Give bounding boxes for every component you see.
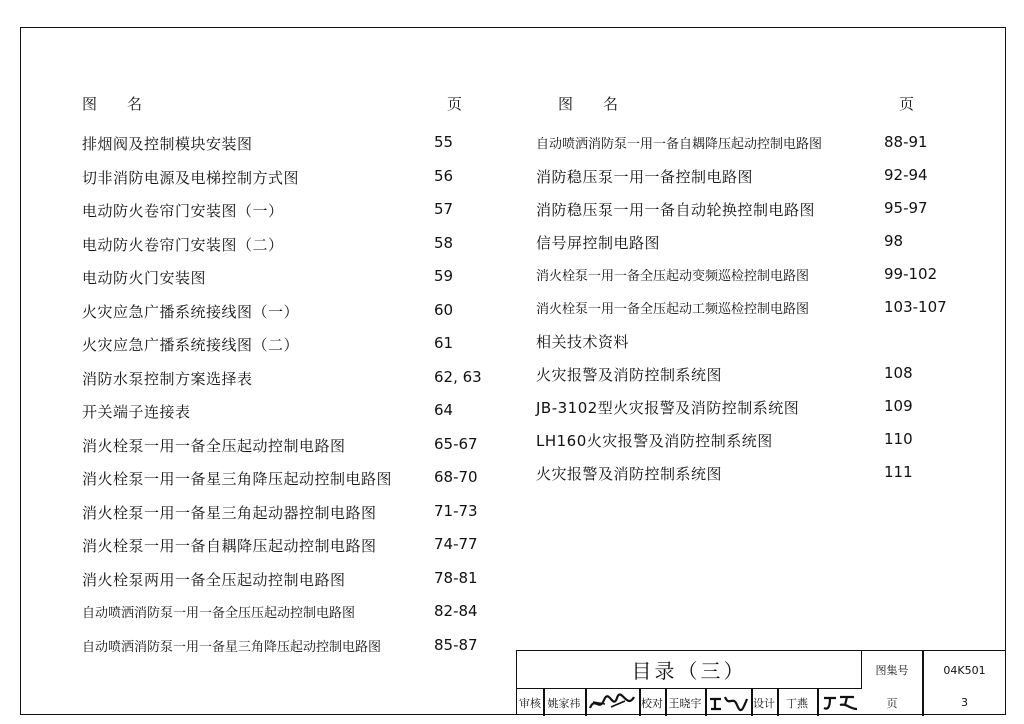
- designer-name: 丁燕: [786, 696, 808, 710]
- toc-entry-title: 切非消防电源及电梯控制方式图: [82, 168, 300, 187]
- toc-entry: [536, 331, 954, 355]
- checker-signature: [705, 689, 751, 716]
- toc-entry: [82, 636, 504, 660]
- toc-entry-page: 60: [434, 300, 454, 319]
- toc-entry-page: 55: [434, 133, 454, 151]
- toc-entry-title: 消火栓泵一用一备星三角起动器控制电路图: [82, 503, 377, 522]
- design-label: 设计: [753, 696, 775, 710]
- toc-entry-page: 92-94: [884, 166, 928, 184]
- toc-entry: [536, 232, 954, 256]
- toc-entry-page: 62, 63: [434, 367, 482, 386]
- signature-mark: [707, 693, 749, 713]
- toc-entry: [536, 265, 954, 289]
- toc-entry-title: 自动喷洒消防泵一用一备自耦降压起动控制电路图: [536, 137, 823, 152]
- toc-header-left: [82, 93, 482, 117]
- toc-entry: [82, 435, 504, 459]
- toc-entry-title: 消火栓泵一用一备全压起动控制电路图: [82, 436, 346, 455]
- toc-entry-title: JB-3102型火灾报警及消防控制系统图: [536, 399, 800, 417]
- signature-mark: [587, 692, 637, 714]
- toc-entry-title: 开关端子连接表: [82, 403, 191, 421]
- header-page-label: 页: [899, 95, 915, 113]
- header-name-label: 图 名: [558, 95, 619, 113]
- checker-name: 王晓宇: [668, 696, 702, 710]
- reviewer-signature: [585, 689, 639, 716]
- toc-entry-page: 58: [434, 233, 454, 252]
- toc-entry-page: 108: [884, 364, 913, 382]
- toc-entry-title: 消防稳压泵一用一备控制电路图: [536, 168, 754, 186]
- toc-entry-title: 火灾报警及消防控制系统图: [536, 465, 723, 483]
- toc-entry-title: 信号屏控制电路图: [536, 234, 661, 252]
- toc-entry-title: 消火栓泵两用一备全压起动控制电路图: [82, 570, 346, 589]
- sheet-title: 目录（三）: [517, 651, 862, 689]
- header-page-label: 页: [447, 95, 463, 113]
- toc-entry-page: 85-87: [434, 635, 478, 654]
- page-label: 页: [886, 696, 898, 710]
- toc-entry: [536, 364, 954, 388]
- toc-entry: [82, 569, 504, 593]
- toc-entry: [82, 468, 504, 492]
- toc-entry-page: 78-81: [434, 568, 478, 587]
- toc-entry: [82, 133, 504, 157]
- toc-entry-page: 65-67: [434, 434, 478, 453]
- toc-entry-title: 消火栓泵一用一备全压起动工频巡检控制电路图: [536, 302, 810, 317]
- toc-entry-page: 109: [884, 397, 913, 415]
- toc-entry-page: 103-107: [884, 298, 947, 316]
- toc-entry-title: 火灾报警及消防控制系统图: [536, 366, 723, 384]
- toc-entry-title: 电动防火卷帘门安装图（一）: [82, 202, 284, 220]
- toc-entry-title: 消火栓泵一用一备自耦降压起动控制电路图: [82, 537, 377, 555]
- toc-entry-page: 95-97: [884, 199, 928, 217]
- toc-entry: [536, 133, 954, 157]
- designer-signature: [817, 689, 862, 716]
- toc-entry: [82, 368, 504, 392]
- toc-entry: [536, 166, 954, 190]
- toc-entry: [82, 200, 504, 224]
- toc-entry-page: 71-73: [434, 501, 478, 520]
- toc-entry-title: 自动喷洒消防泵一用一备星三角降压起动控制电路图: [82, 639, 382, 655]
- toc-entry: [82, 602, 504, 626]
- toc-entry: [536, 298, 954, 322]
- toc-entry: [82, 267, 504, 291]
- page-number: 3: [961, 696, 968, 709]
- toc-entry-page: 61: [434, 334, 454, 352]
- toc-entry-page: 111: [884, 463, 913, 481]
- toc-entry-title: 消防稳压泵一用一备自动轮换控制电路图: [536, 201, 816, 219]
- toc-entry-page: 56: [434, 166, 454, 185]
- toc-entry-page: 110: [884, 430, 913, 448]
- toc-entry-page: 68-70: [434, 468, 478, 486]
- toc-entry-title: 消防水泵控制方案选择表: [82, 369, 253, 388]
- toc-entry-page: 98: [884, 232, 904, 250]
- toc-entry-title: LH160火灾报警及消防控制系统图: [536, 432, 773, 450]
- toc-entry: [536, 463, 954, 487]
- atlas-number: 04K501: [943, 663, 986, 677]
- signature-mark: [820, 693, 860, 713]
- toc-entry: [82, 401, 504, 425]
- toc-entry: [82, 502, 504, 526]
- toc-entry-title: 火灾应急广播系统接线图（一）: [82, 302, 300, 321]
- toc-entry-title: 电动防火卷帘门安装图（二）: [82, 235, 284, 254]
- toc-entry-page: 57: [434, 200, 454, 218]
- toc-entry-title: 火灾应急广播系统接线图（二）: [82, 336, 300, 354]
- toc-header-right: [536, 93, 956, 117]
- toc-entry: [536, 430, 954, 454]
- reviewer-name: 姚家祎: [547, 696, 581, 710]
- toc-entry-page: 59: [434, 267, 454, 285]
- toc-entry-title: 电动防火门安装图: [82, 269, 207, 287]
- toc-entry: [536, 199, 954, 223]
- toc-entry: [536, 397, 954, 421]
- atlas-number-label: 图集号: [875, 664, 909, 677]
- toc-entry-title: 消火栓泵一用一备星三角降压起动控制电路图: [82, 470, 393, 488]
- toc-entry-page: 99-102: [884, 265, 938, 283]
- header-name-label: 图 名: [82, 95, 143, 113]
- toc-entry: [82, 535, 504, 559]
- toc-entry: [82, 334, 504, 358]
- toc-entry: [82, 301, 504, 325]
- check-label: 校对: [641, 696, 663, 710]
- toc-entry: [82, 234, 504, 258]
- toc-entry-page: 74-77: [434, 535, 478, 553]
- toc-entry-page: 82-84: [434, 602, 478, 620]
- toc-entry-page: 88-91: [884, 133, 928, 151]
- toc-entry-title: 排烟阀及控制模块安装图: [82, 135, 253, 153]
- toc-entry-title: 自动喷洒消防泵一用一备全压压起动控制电路图: [82, 606, 356, 621]
- toc-entry-title: 相关技术资料: [536, 333, 630, 351]
- review-label: 审核: [519, 696, 541, 710]
- toc-entry-title: 消火栓泵一用一备全压起动变频巡检控制电路图: [536, 269, 810, 284]
- toc-entry-page: 64: [434, 401, 454, 419]
- toc-entry: [82, 167, 504, 191]
- title-block: [516, 650, 1006, 715]
